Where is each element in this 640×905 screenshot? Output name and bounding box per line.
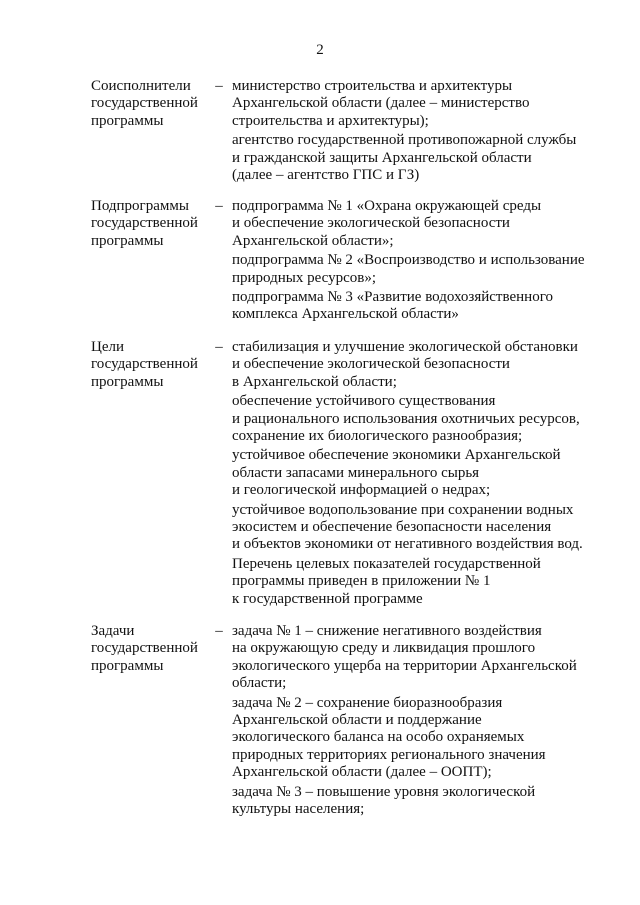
section-label: Соисполнители государственной программы xyxy=(91,78,198,129)
section-dash: – xyxy=(215,198,223,214)
section-label: Задачи государственной программы xyxy=(91,623,198,674)
section-dash: – xyxy=(215,78,223,94)
section-content xyxy=(232,623,602,820)
section-label: Подпрограммы государственной программы xyxy=(91,198,198,249)
content-paragraph: задача № 1 – снижение негативного воздействия на окружающую среду и ликвидация прошлого экологического ущерба на территории Архангельской области; xyxy=(232,623,577,692)
page-number: 2 xyxy=(316,42,324,58)
section-content xyxy=(232,78,602,186)
content-paragraph: Перечень целевых показателей государственной программы приведен в приложении № 1 к государственной программе xyxy=(232,555,541,607)
content-paragraph: обеспечение устойчивого существования и рационального использования охотничьих ресурсов, сохранение их биологического разнообразия; xyxy=(232,393,580,445)
content-paragraph: стабилизация и улучшение экологической обстановки и обеспечение экологической безопасности в Архангельской области; xyxy=(232,339,578,390)
content-paragraph: подпрограмма № 1 «Охрана окружающей среды и обеспечение экологической безопасности Архангельской области»; xyxy=(232,198,542,249)
content-paragraph: министерство строительства и архитектуры Архангельской области (далее – министерство строительства и архитектуры); xyxy=(232,78,530,129)
section-label: Цели государственной программы xyxy=(91,339,198,390)
section-dash: – xyxy=(215,623,223,639)
section-content xyxy=(232,198,602,326)
content-paragraph: задача № 2 – сохранение биоразнообразия Архангельской области и поддержание экологического баланса на особо охраняемых природных территориях регионального значения Архангельской области (далее – ООПТ); xyxy=(232,694,546,781)
content-paragraph: подпрограмма № 3 «Развитие водохозяйственного комплекса Архангельской области» xyxy=(232,289,553,323)
section-content xyxy=(232,339,602,610)
content-paragraph: устойчивое обеспечение экономики Архангельской области запасами минерального сырья и геологической информацией о недрах; xyxy=(232,447,561,499)
content-paragraph: подпрограмма № 2 «Воспроизводство и использование природных ресурсов»; xyxy=(232,252,585,286)
content-paragraph: агентство государственной противопожарной службы и гражданской защиты Архангельской области (далее – агентство ГПС и ГЗ) xyxy=(232,132,577,184)
content-paragraph: задача № 3 – повышение уровня экологической культуры населения; xyxy=(232,783,536,818)
section-dash: – xyxy=(215,339,223,355)
content-paragraph: устойчивое водопользование при сохранении водных экосистем и обеспечение безопасности населения и объектов экономики от негативного воздействия вод. xyxy=(232,501,583,553)
